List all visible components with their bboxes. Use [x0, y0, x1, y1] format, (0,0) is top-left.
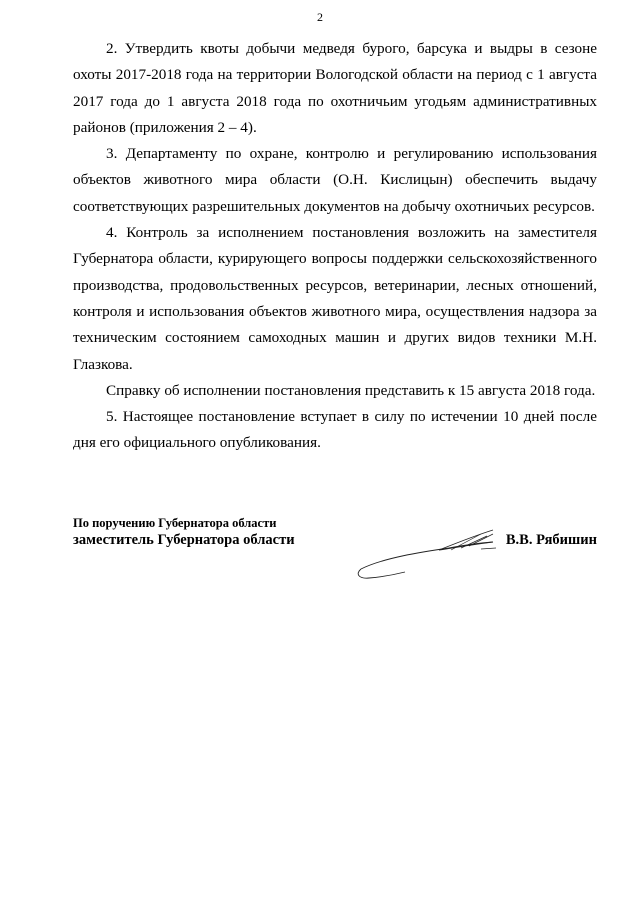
document-body: [73, 36, 597, 457]
paragraph-control: 4. Контроль за исполнением постановления возложить на заместителя Губернатора области, курирующего вопросы поддержки сельскохозяйственного производства, продовольственных ресурсов, ветеринарии, лесных отношений, контроля и использования объектов животного мира, осуществления надзора за техническим состоянием самоходных машин и других видов техники М.Н. Глазкова.: [73, 224, 597, 373]
page-number: 2: [317, 10, 323, 24]
paragraph-department: 3. Департаменту по охране, контролю и регулированию использования объектов животного мира области (О.Н. Кислицын) обеспечить выдачу соответствующих разрешительных документов на добычу охотничьих ресурсов.: [73, 145, 597, 215]
paragraph-effective: 5. Настоящее постановление вступает в силу по истечении 10 дней после дня его официального опубликования.: [73, 408, 597, 452]
handwritten-signature: [353, 522, 503, 582]
paragraph-report: Справку об исполнении постановления представить к 15 августа 2018 года.: [106, 381, 596, 399]
signature-block: [73, 516, 597, 586]
signatory-name: В.В. Рябишин: [505, 532, 597, 548]
signatory-position: заместитель Губернатора области: [73, 532, 295, 548]
signatory-authority: По поручению Губернатора области: [73, 516, 277, 530]
paragraph-quotas: 2. Утвердить квоты добычи медведя бурого, барсука и выдры в сезоне охоты 2017-2018 года на территории Вологодской области на период с 1 августа 2017 года до 1 августа 2018 года по охотничьим угодьям административных районов (приложения 2 – 4).: [73, 40, 597, 136]
